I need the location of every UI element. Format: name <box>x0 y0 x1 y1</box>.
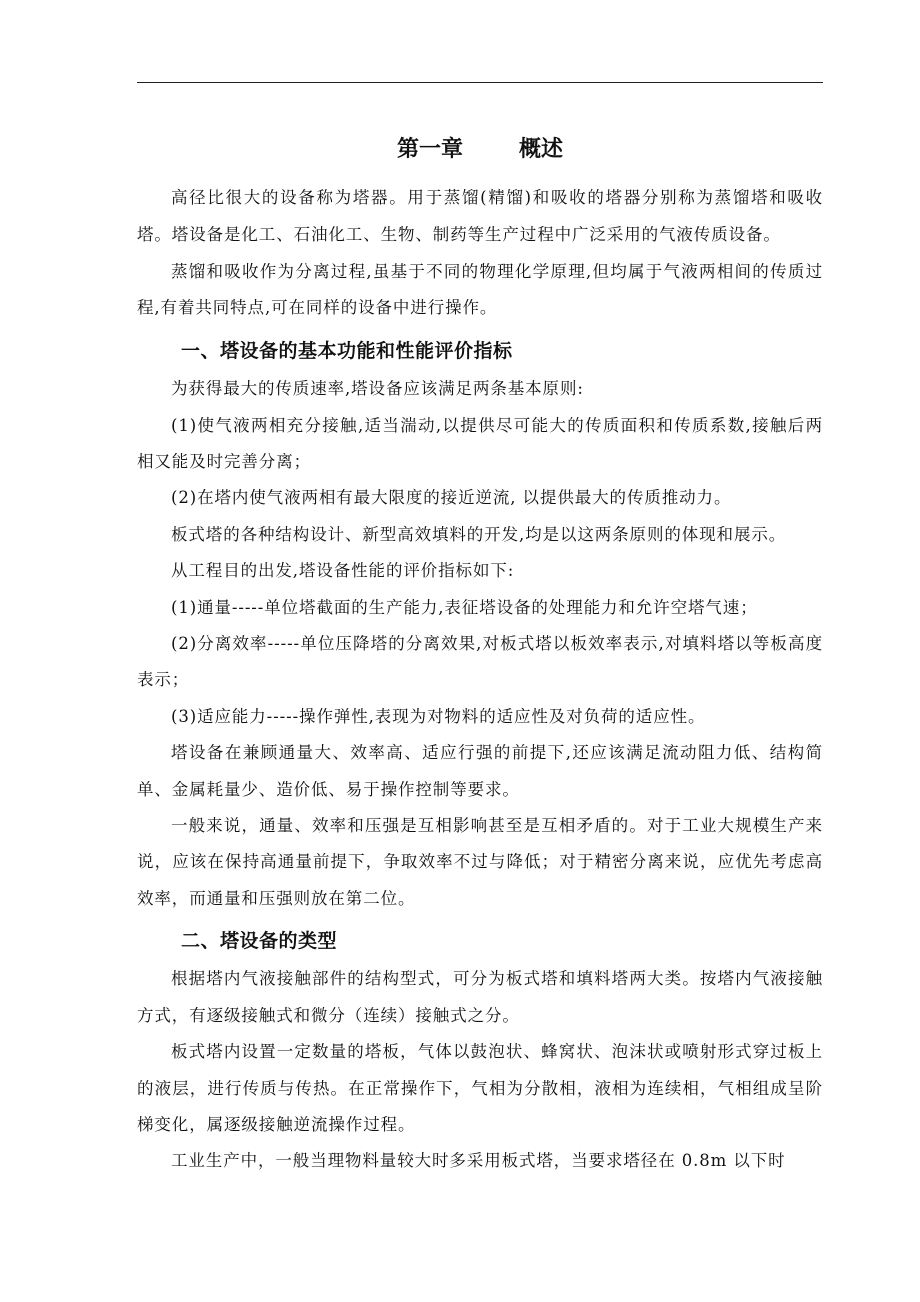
body-paragraph: 塔设备在兼顾通量大、效率高、适应行强的前提下,还应该满足流动阻力低、结构简单、金属耗量少、造价低、易于操作控制等要求。 <box>137 743 823 799</box>
body-paragraph: 为获得最大的传质速率,塔设备应该满足两条基本原则: <box>171 379 584 399</box>
body-paragraph: (2)分离效率-----单位压降塔的分离效果,对板式塔以板效率表示,对填料塔以等板高度表示； <box>137 634 823 690</box>
body-paragraph: 从工程目的出发,塔设备性能的评价指标如下: <box>171 561 515 581</box>
section-heading: 二、塔设备的类型 <box>181 930 338 953</box>
body-paragraph: (1)使气液两相充分接触,适当湍动,以提供尽可能大的传质面积和传质系数,接触后两相又能及时完善分离； <box>137 415 823 471</box>
body-paragraph: 板式塔内设置一定数量的塔板，气体以鼓泡状、蜂窝状、泡沫状或喷射形式穿过板上的液层，进行传质与传热。在正常操作下，气相为分散相，液相为连续相，气相组成呈阶梯变化，属逐级接触逆流操作过程。 <box>137 1042 823 1134</box>
body-paragraph: 一般来说，通量、效率和压强是互相影响甚至是互相矛盾的。对于工业大规模生产来说，应该在保持高通量前提下，争取效率不过与降低；对于精密分离来说，应优先考虑高效率，而通量和压强则放在第二位。 <box>137 816 823 908</box>
body-paragraph: (1)通量-----单位塔截面的生产能力,表征塔设备的处理能力和允许空塔气速； <box>171 597 758 617</box>
body-paragraph: 根据塔内气液接触部件的结构型式，可分为板式塔和填料塔两大类。按塔内气液接触方式，有逐级接触式和微分（连续）接触式之分。 <box>137 969 823 1025</box>
body-paragraph: 板式塔的各种结构设计、新型高效填料的开发,均是以这两条原则的体现和展示。 <box>171 524 787 544</box>
header-rule <box>137 82 823 83</box>
body-paragraph: (3)适应能力-----操作弹性,表现为对物料的适应性及对负荷的适应性。 <box>171 706 706 726</box>
intro-paragraph: 高径比很大的设备称为塔器。用于蒸馏(精馏)和吸收的塔器分别称为蒸馏塔和吸收塔。塔设备是化工、石油化工、生物、制药等生产过程中广泛采用的气液传质设备。 <box>137 188 823 244</box>
chapter-number: 第一章 <box>396 136 463 162</box>
intro-paragraph: 蒸馏和吸收作为分离过程,虽基于不同的物理化学原理,但均属于气液两相间的传质过程,有着共同特点,可在同样的设备中进行操作。 <box>137 261 823 318</box>
chapter-name: 概述 <box>519 136 564 162</box>
document-page <box>137 126 823 1180</box>
body-paragraph: (2)在塔内使气液两相有最大限度的接近逆流, 以提供最大的传质推动力。 <box>171 488 732 508</box>
section-heading: 一、塔设备的基本功能和性能评价指标 <box>181 340 513 363</box>
body-paragraph: 工业生产中，一般当理物料量较大时多采用板式塔，当要求塔径在 0.8m 以下时 <box>171 1151 786 1171</box>
chapter-title <box>137 126 823 172</box>
